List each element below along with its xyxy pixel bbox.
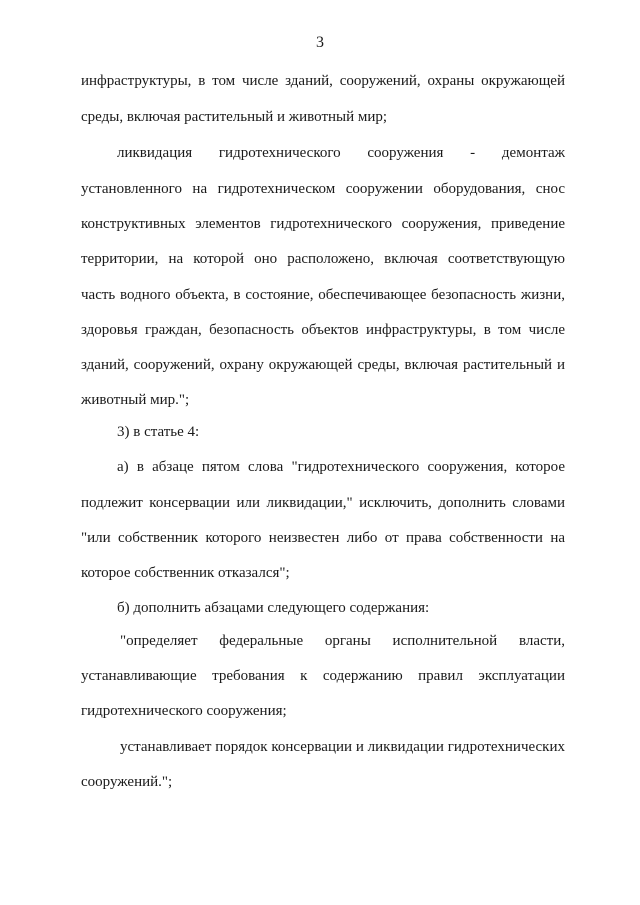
text-line: устанавливающие требования к содержанию правил эксплуатации — [81, 668, 565, 684]
text-line: конструктивных элементов гидротехнического сооружения, приведение — [81, 216, 565, 232]
text-line: здоровья граждан, безопасность объектов инфраструктуры, в том числе — [81, 322, 565, 338]
text-line: ликвидация гидротехнического сооружения - демонтаж — [117, 145, 565, 161]
text-line: сооружений."; — [81, 774, 173, 790]
text-line: животный мир."; — [81, 392, 190, 408]
text-line: устанавливает порядок консервации и ликвидации гидротехнических — [120, 739, 565, 755]
text-line: подлежит консервации или ликвидации," исключить, дополнить словами — [81, 495, 565, 511]
text-line: "определяет федеральные органы исполнительной власти, — [120, 633, 565, 649]
text-line: зданий, сооружений, охрану окружающей среды, включая растительный и — [81, 357, 565, 373]
text-line: "или собственник которого неизвестен либо от права собственности на — [81, 530, 565, 546]
text-line: б) дополнить абзацами следующего содержания: — [117, 600, 430, 616]
text-line: инфраструктуры, в том числе зданий, сооружений, охраны окружающей — [81, 73, 565, 89]
text-line: среды, включая растительный и животный мир; — [81, 109, 388, 125]
text-line: установленного на гидротехническом сооружении оборудования, снос — [81, 181, 565, 197]
text-line: 3) в статье 4: — [117, 424, 200, 440]
text-line: территории, на которой оно расположено, включая соответствующую — [81, 251, 565, 267]
text-line: которое собственник отказался"; — [81, 565, 290, 581]
page-number: 3 — [316, 34, 324, 51]
text-line: гидротехнического сооружения; — [81, 703, 287, 719]
text-line: а) в абзаце пятом слова "гидротехнического сооружения, которое — [117, 459, 565, 475]
text-line: часть водного объекта, в состояние, обеспечивающее безопасность жизни, — [81, 287, 565, 303]
